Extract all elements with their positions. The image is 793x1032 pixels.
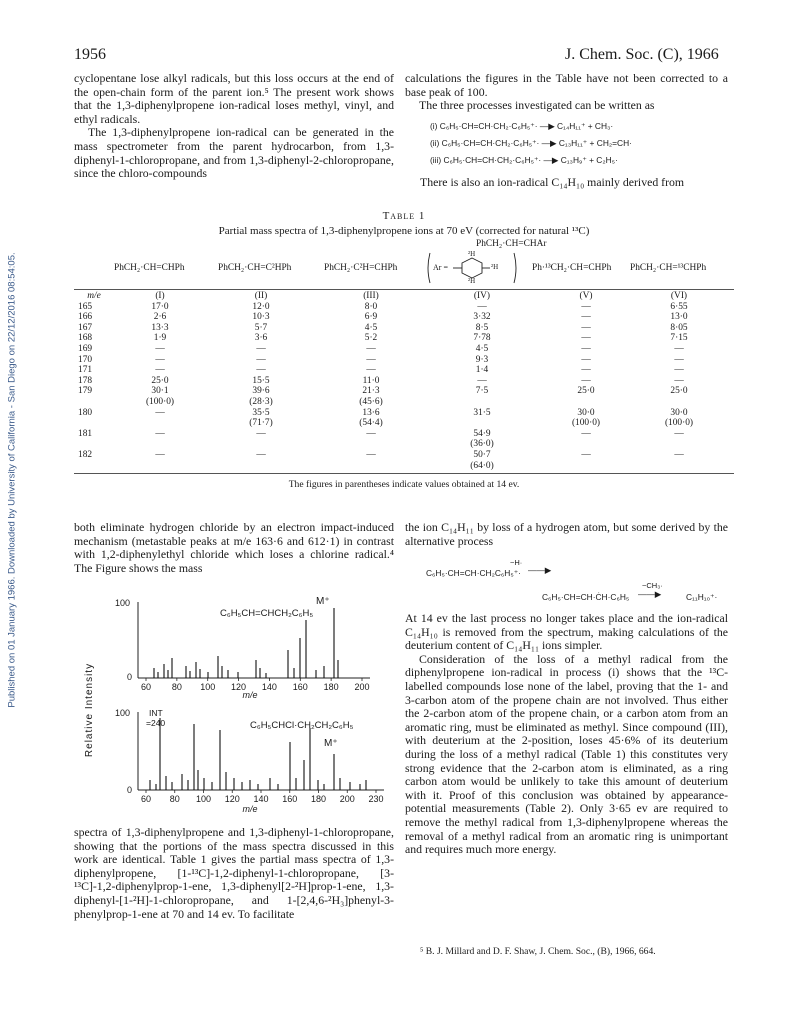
- intensity-cell: —: [477, 301, 487, 312]
- intensity-cell: 3·6: [254, 333, 268, 344]
- intensity-cell: —: [366, 354, 376, 365]
- side-publication-text: Published on 01 January 1966. Downloaded by University of California - San Diego on 22/12/2016 08:54:05.: [6, 252, 18, 708]
- bottom-molecular-ion-label: M⁺: [324, 738, 338, 749]
- table-row: [74, 376, 724, 387]
- right-column-top: [405, 72, 728, 113]
- table-row: [74, 365, 724, 376]
- table-row: [74, 450, 724, 471]
- intensity-cell: —: [366, 365, 376, 376]
- header-cell: (I): [155, 291, 165, 301]
- intensity-cell: —: [155, 343, 165, 354]
- intensity-cell: 13·0: [670, 312, 688, 323]
- intensity-cell: —: [581, 375, 591, 386]
- reaction-list: [430, 118, 730, 169]
- right-column-mid: the ion C₁₄H₁₁ by loss of a hydrogen atom, but some derived by the alternative process: [405, 520, 728, 548]
- compound-heading-ii: PhCH₂·CH=C²HPh: [218, 263, 292, 273]
- intensity-cell: 15·5: [252, 375, 270, 386]
- intensity-cell: 7·15: [670, 333, 688, 344]
- intensity-cell: 17·0: [151, 301, 169, 312]
- intensity-cell: 8·05: [670, 322, 688, 333]
- table-row: [74, 344, 724, 355]
- step2-label: −CH₃·: [642, 581, 663, 590]
- mass-spectra-svg: [80, 590, 400, 820]
- compound-heading-v: Ph·¹³CH₂·CH=CHPh: [532, 263, 612, 273]
- ar-label: Ar =: [433, 263, 448, 272]
- intensity-cell: —: [674, 428, 684, 439]
- bottom-spectrum-panel: [115, 708, 384, 814]
- intensity-cell: —: [581, 354, 591, 365]
- alternative-process: [418, 552, 738, 614]
- intensity-cell: 7·78: [473, 333, 491, 344]
- intensity-cell: —: [155, 449, 165, 460]
- intensity-cell: —: [674, 365, 684, 376]
- mass-cell: 166: [78, 312, 93, 323]
- table-row: [74, 302, 724, 313]
- intensity-cell: 7·5: [475, 386, 489, 397]
- header-cell: m/e: [87, 291, 101, 301]
- reaction-reactant: C₆H₅·CH=CH·CH₂·C₆H₅⁺·: [443, 155, 542, 165]
- aromatic-ring-structure: [426, 251, 518, 285]
- reaction-label: (i): [430, 121, 438, 131]
- intensity-cell: 35·5 (71·7): [249, 407, 273, 429]
- intensity-cell: 5·7: [254, 322, 268, 333]
- compound-heading-vi: PhCH₂·CH=¹³CHPh: [630, 263, 707, 273]
- intensity-cell: —: [155, 407, 165, 418]
- bottom-compound-label: C₆H₅CHCl·CH₂CH₂C₆H₅: [250, 720, 354, 731]
- intensity-cell: —: [155, 354, 165, 365]
- x-tick-label: 180: [310, 794, 327, 804]
- intensity-cell: 12·0: [252, 301, 270, 312]
- intensity-cell: 8·5: [475, 322, 489, 333]
- table-row: [74, 355, 724, 366]
- table-caption: Partial mass spectra of 1,3-diphenylpropene ions at 70 eV (corrected for natural ¹³C): [218, 225, 590, 237]
- footnote: ⁵ B. J. Millard and D. F. Shaw, J. Chem. Soc., (B), 1966, 664.: [420, 946, 656, 957]
- table-row: [74, 312, 724, 323]
- step1-label: −H·: [510, 558, 523, 567]
- intensity-cell: —: [674, 343, 684, 354]
- compound-heading-i: PhCH₂·CH=CHPh: [114, 263, 185, 273]
- intensity-cell: 50·7 (64·0): [470, 449, 494, 471]
- intensity-cell: 25·0: [577, 386, 595, 397]
- step2-reactant: C₆H₅·CH=CH·ĊH·C₆H₅: [542, 592, 630, 602]
- step1-reactant: C₆H₅·CH=CH·CH₂C₆H₅⁺·: [426, 568, 521, 578]
- x-tick-label: 120: [231, 682, 247, 692]
- header-cell: (III): [363, 291, 379, 301]
- paragraph: Consideration of the loss of a methyl radical from the diphenylpropene ion-radical in process (i) shows that the ¹³C-labelled compounds lose none of the label, proving that the 1- and 3-carbon atom of the propene chain are not involved. Thus either the 2-carbon atom of the propene chain, or a carbon atom from an aromatic ring, must be eliminated as methyl. Since compound (III), with deuterium at the 2-position, loses 45·6% of its deuterium during the loss of a methyl radical (Table 1) this constitutes very strong evidence that the 2-carbon atom is eliminated, as a ring carbon atom would be unlikely to take this amount of deuterium with it. Proof of this conclusion was obtained by appearance-potential measurements (Table 2). Only 3·65 ev are required to remove the methyl radical from 1,3-diphenylpropene whereas the removal of a methyl radical from an aromatic ring is unimportant and requires much more energy.: [405, 651, 728, 857]
- intensity-cell: —: [581, 333, 591, 344]
- intensity-cell: 5·2: [364, 333, 378, 344]
- top-molecular-ion-label: M⁺: [316, 596, 330, 607]
- int-label: INT: [149, 708, 163, 718]
- reaction-arrow: —▶: [543, 155, 559, 165]
- paragraph: The three processes investigated can be written as: [419, 98, 655, 113]
- reaction-arrow: —▶: [539, 121, 555, 131]
- right-column-bottom: [405, 612, 728, 857]
- compound-heading-iii: PhCH₂·C²H=CHPh: [324, 263, 398, 273]
- header-cell: (IV): [473, 291, 491, 301]
- table-body: [74, 302, 724, 472]
- table-row: [74, 408, 724, 429]
- intensity-cell: 21·3 (45·6): [359, 386, 383, 407]
- intensity-cell: 10·3: [252, 312, 270, 323]
- intensity-cell: —: [155, 365, 165, 376]
- reaction-ii: [430, 135, 730, 152]
- intensity-cell: 9·3: [475, 354, 489, 365]
- table-rule-bottom: [74, 473, 734, 474]
- x-tick-label: 200: [339, 794, 355, 804]
- table-rule-top: [74, 289, 734, 290]
- x-tick-label: 100: [195, 794, 212, 804]
- intensity-cell: —: [366, 343, 376, 354]
- intensity-cell: 8·0: [364, 301, 378, 312]
- reaction-products: C₁₄H₁₁⁺ + CH₃·: [556, 121, 614, 131]
- ring-label-top: ²H: [468, 250, 476, 258]
- reaction-reactant: C₆H₅·CH=CH·CH₂·C₆H₅⁺·: [441, 138, 540, 148]
- mass-cell: 181: [78, 428, 93, 439]
- intensity-cell: 39·6 (28·3): [249, 386, 273, 407]
- mass-cell: 178: [78, 375, 93, 386]
- intensity-cell: —: [256, 354, 266, 365]
- reaction-arrow: —▶: [541, 138, 557, 148]
- intensity-cell: —: [581, 428, 591, 439]
- bottom-x-ticks: [141, 790, 384, 804]
- intensity-cell: 30·1 (100·0): [145, 386, 175, 407]
- intensity-cell: 6·9: [364, 312, 378, 323]
- top-ytick-0: 0: [126, 672, 132, 682]
- reaction-products: C₁₃H₉⁺ + C₂H₅·: [560, 155, 618, 165]
- intensity-cell: 2·6: [153, 312, 167, 323]
- mass-cell: 165: [78, 301, 93, 312]
- intensity-cell: 30·0 (100·0): [664, 407, 694, 429]
- reaction-products: C₁₃H₁₁⁺ + CH₂=CH·: [558, 138, 632, 148]
- bottom-ytick-100: 100: [114, 708, 130, 718]
- intensity-cell: 31·5: [473, 407, 491, 418]
- intensity-cell: —: [674, 375, 684, 386]
- intensity-cell: —: [477, 375, 487, 386]
- left-column-bottom: spectra of 1,3-diphenylpropene and 1,3-diphenyl-1-chloropropane, showing that the portions of the mass spectra discussed in this work are identical. Table 1 gives the partial mass spectra of 1,3-diphenylpropene, [1-¹³C]-1,2-diphenyl-1-chloropropane, [3-¹³C]-1,2-diphenylprop-1-ene, 1,3-diphenyl[2-²H]prop-1-ene, 1,3-diphenyl-[1-²H]-1-chloropropane, and 1-[2,4,6-²H₃]phenyl-3-phenylprop-1-ene at 70 and 14 ev. To facilitate: [74, 825, 394, 921]
- reaction-label: (iii): [430, 155, 442, 165]
- x-tick-label: 140: [261, 682, 277, 692]
- reaction-i: [430, 118, 730, 135]
- reaction-arrow: ——▶: [528, 565, 552, 575]
- ring-label-bottom: ²H: [468, 277, 476, 285]
- step2-product: C₁₁H₁₀⁺·: [686, 592, 718, 602]
- top-ytick-100: 100: [114, 598, 130, 608]
- intensity-cell: 30·0 (100·0): [571, 407, 601, 429]
- intensity-cell: 3·32: [473, 312, 491, 323]
- intensity-cell: —: [256, 428, 266, 439]
- header-cell: (VI): [670, 291, 688, 301]
- intensity-cell: —: [256, 365, 266, 376]
- intensity-cell: 1·9: [153, 333, 167, 344]
- x-tick-label: 100: [200, 682, 216, 692]
- right-after-reactions: There is also an ion-radical C₁₄H₁₀ mainly derived from: [420, 175, 685, 189]
- table-row: [74, 323, 724, 334]
- bottom-x-label: m/e: [242, 804, 258, 814]
- x-tick-label: 140: [253, 794, 269, 804]
- intensity-cell: 54·9 (36·0): [470, 428, 494, 450]
- header-cell: (II): [254, 291, 268, 301]
- page-number: 1956: [74, 46, 106, 63]
- table-1: [74, 210, 734, 490]
- iv-heading-top: PhCH₂·CH=CHAr: [476, 239, 547, 249]
- table-row: [74, 429, 724, 450]
- intensity-cell: 4·5: [364, 322, 378, 333]
- top-compound-label: C₆H₅CH=CHCH₂C₆H₅: [220, 608, 314, 619]
- mass-spectra-figure: [80, 590, 400, 820]
- intensity-cell: —: [674, 354, 684, 365]
- intensity-cell: —: [581, 322, 591, 333]
- mass-cell: 179: [78, 386, 93, 397]
- x-tick-label: 160: [292, 682, 308, 692]
- intensity-cell: 6·55: [670, 301, 688, 312]
- table-column-headings: [74, 239, 734, 289]
- mass-cell: 180: [78, 407, 93, 418]
- intensity-cell: 13·3: [151, 322, 169, 333]
- intensity-cell: —: [581, 449, 591, 460]
- mass-cell: 169: [78, 343, 93, 354]
- intensity-cell: —: [581, 365, 591, 376]
- paragraph: The 1,3-diphenylpropene ion-radical can be generated in the mass spectrometer from the parent hydrocarbon, from 1,3-diphenyl-1-chloropropane, and from 1,3-diphenyl-2-chloropropane, since the chloro-compounds: [74, 125, 394, 181]
- left-column-top: [74, 72, 394, 181]
- table-label: Table 1: [382, 210, 426, 222]
- intensity-cell: —: [581, 343, 591, 354]
- x-tick-label: 60: [140, 794, 152, 804]
- reaction-arrow: ——▶: [638, 589, 662, 599]
- x-tick-label: 120: [224, 794, 240, 804]
- mass-cell: 171: [78, 365, 93, 376]
- x-tick-label: 180: [323, 682, 339, 692]
- intensity-cell: 25·0: [151, 375, 169, 386]
- mass-cell: 170: [78, 354, 93, 365]
- table-row: [74, 386, 724, 407]
- intensity-cell: 4·5: [475, 343, 489, 354]
- x-tick-label: 200: [354, 682, 370, 692]
- int-value: =240: [146, 718, 166, 728]
- paragraph: calculations the figures in the Table have not been corrected to a base peak of 100.: [405, 71, 728, 99]
- intensity-cell: —: [581, 312, 591, 323]
- paragraph: cyclopentane lose alkyl radicals, but this loss occurs at the end of the open-chain form of the parent ion.⁵ The present work shows that the 1,3-diphenylpropene ion-radical loses methyl, vinyl, and ethyl radicals.: [74, 71, 394, 126]
- x-tick-label: 80: [169, 794, 180, 804]
- intensity-cell: —: [674, 449, 684, 460]
- journal-header: J. Chem. Soc. (C), 1966: [565, 46, 719, 63]
- x-tick-label: 60: [140, 682, 152, 692]
- x-tick-label: 230: [368, 794, 384, 804]
- reaction-label: (ii): [430, 138, 440, 148]
- paragraph: At 14 ev the last process no longer takes place and the ion-radical C₁₄H₁₀ is removed from the spectrum, making calculations of the deuterium content of C₁₄H₁₁ ions simpler.: [405, 611, 728, 653]
- header-cell: (V): [579, 291, 593, 301]
- side-publication-note: [2, 90, 22, 870]
- intensity-cell: —: [155, 428, 165, 439]
- intensity-cell: 25·0: [670, 386, 688, 397]
- intensity-cell: 1·4: [475, 365, 489, 376]
- intensity-cell: —: [256, 343, 266, 354]
- mass-cell: 168: [78, 333, 93, 344]
- reaction-reactant: C₆H₅·CH=CH·CH₂·C₆H₅⁺·: [439, 121, 538, 131]
- x-tick-label: 80: [171, 682, 182, 692]
- intensity-cell: —: [366, 428, 376, 439]
- spectra-table: [74, 291, 724, 471]
- x-tick-label: 160: [282, 794, 298, 804]
- table-row: [74, 333, 724, 344]
- top-spectrum-panel: [115, 596, 370, 700]
- mass-cell: 167: [78, 322, 93, 333]
- intensity-cell: —: [581, 301, 591, 312]
- bottom-ytick-0: 0: [126, 785, 132, 795]
- table-header-row: [74, 291, 724, 302]
- y-axis-label: Relative Intensity: [84, 662, 95, 758]
- intensity-cell: —: [366, 449, 376, 460]
- top-x-label: m/e: [242, 690, 258, 700]
- reaction-iii: [430, 152, 730, 169]
- mass-cell: 182: [78, 449, 93, 460]
- left-column-mid: both eliminate hydrogen chloride by an electron impact-induced mechanism (metastable peaks at m/e 163·6 and 612·1) in contrast with 1,2-diphenylethyl chloride which loses a chlorine radical.⁴ The Figure shows the mass: [74, 520, 394, 575]
- intensity-cell: 13·6 (54·4): [359, 407, 383, 429]
- table-note: The figures in parentheses indicate values obtained at 14 ev.: [288, 479, 520, 491]
- intensity-cell: —: [256, 449, 266, 460]
- intensity-cell: 11·0: [362, 375, 380, 386]
- ring-label-right: ²H: [491, 263, 499, 271]
